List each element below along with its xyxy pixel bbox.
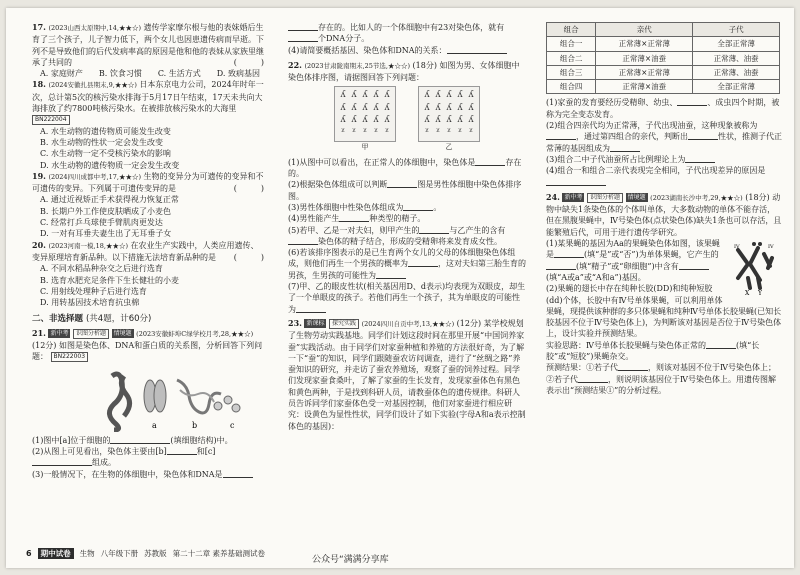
- tag-context: 情境题: [113, 329, 132, 337]
- table-header: 亲代: [596, 23, 693, 37]
- q21-part2-mid: 和[c]: [196, 446, 216, 456]
- question-24: [546, 192, 782, 238]
- table-cell: 正常薄、油蚕: [693, 51, 780, 65]
- question-source: (2023河南一模,18,★★☆): [48, 241, 128, 250]
- table-cell: 全部正常薄: [693, 37, 780, 51]
- table-cell: 组合三: [547, 65, 596, 79]
- middle-column: [288, 22, 526, 432]
- question-text: 如图是染色体、DNA和蛋白质的关系图，分析回答下列问题：: [32, 341, 263, 362]
- q24-part4-tail: ，则该对基因不位于Ⅳ号染色体上；: [648, 363, 776, 373]
- label-iv: IV: [768, 244, 774, 251]
- q22-part5-text: (5)若甲、乙是一对夫妇，则甲产生的: [288, 225, 420, 235]
- option-a: A. 水生动物的遗传物质可能发生改变: [40, 126, 171, 136]
- answer-blank[interactable]: [706, 340, 736, 349]
- q24-part5-text: ②若子代: [546, 374, 578, 384]
- answer-blank[interactable]: [288, 236, 318, 245]
- q23-part2-text: (2)组合四亲代均为正常薄，子代出现油蚕，这种现象被称为: [546, 121, 758, 131]
- option-d: D. 水生动物的遗传物质一定会发生改变: [40, 160, 180, 170]
- table-cell: 正常薄×正常薄: [596, 37, 693, 51]
- section-heading: [32, 314, 264, 325]
- tag-new-exam: 新中考: [50, 329, 69, 337]
- option-b: B. 长期户外工作使皮肤晒成了小麦色: [40, 206, 171, 216]
- continuation-text: 存在的。比如人的一个体细胞中有23对染色体，就有: [318, 23, 505, 32]
- q21-part3-cont: [288, 22, 526, 45]
- q22-part4-tail: 种类型的精子。: [369, 214, 426, 224]
- footer-subject: 生物: [79, 549, 95, 558]
- question-number: 23.: [288, 317, 302, 328]
- q22-part7-text: (7)甲、乙的眼皮性状(相关基因用D、d表示)均表现为双眼皮，却生了一个单眼皮的孩子。若他们再生一个孩子，其为单眼皮的可能性为: [288, 282, 526, 314]
- question-source: (2023安徽蚌埠C绿学校月考,28,★★☆): [136, 329, 254, 338]
- answer-blank[interactable]: [578, 374, 608, 383]
- page-footer: [26, 548, 265, 559]
- q24-part5: [546, 374, 782, 397]
- continuation-tail: 个DNA分子。: [318, 34, 370, 44]
- question-text: 日本东京电力公司，2024年时年一次，总计第5次的核污染水排海于5月17日午结束，17天未共向大海排放了约7800吨核污染水。在被排放核污染水的大海里: [32, 80, 264, 114]
- q21-part4-text: (4)请简要概括基因、染色体和DNA的关系：: [288, 45, 447, 55]
- table-cell: 正常薄×油蚕: [596, 51, 693, 65]
- question-text: 如图为男、女体细胞中染色体排序图，请据图回答下列问题：: [288, 60, 520, 83]
- question-number: 24.: [546, 191, 560, 202]
- question-number: 18.: [32, 79, 46, 90]
- answer-blank[interactable]: [546, 131, 576, 140]
- section-title: 二、非选择题: [32, 314, 84, 325]
- q24-part4: [546, 362, 782, 373]
- karyotype-label-b: 乙: [445, 143, 453, 152]
- tag-type: 识图分析题: [73, 329, 109, 339]
- q24-part1-mid2: (填“精子”或“卵细胞”)中含有: [576, 261, 679, 271]
- tag-new-exam: 新中考: [564, 193, 583, 201]
- table-row: [547, 51, 780, 65]
- karyotype-b: ʎ ʎ ʎ ʎ ʎ ʎ ʎ ʎ ʎ ʎ ʎ ʎ ʎ ʎ ʎ ᵡ ᵡ ᵡ ᵡ ᵡ: [418, 86, 480, 142]
- fruit-fly-chromosome-figure: [728, 238, 782, 296]
- tag-type: 探究实践: [329, 319, 359, 329]
- q22-part5-mid: 与乙产生的含有: [449, 225, 506, 235]
- q21-part1-text: (1)图中[a]位于细胞的: [32, 435, 111, 445]
- table-row: [547, 80, 780, 94]
- answer-blank[interactable]: [408, 258, 438, 267]
- option-a: A. 通过近视矫正手术获得视力恢复正常: [40, 195, 179, 205]
- question-text: 某学校规划了生物劳动实践基地。同学们计划这段时间在那里开展“中国饲养家蚕”实践活动。由于同学们对家蚕种植和养殖的方法很好奇，为了解一下“蚕”的知识，同学们跟随蚕农访问调查，进行了“丝绸之路”养蚕知识的研究，并走访了蚕农养殖场，观察了蚕的饲养过程。同学们发现家蚕食桑叶，了解了家蚕的生长发育，发现家蚕体色有黑色和黄色两种，于是找到科研人员，请教蚕体色的遗传规律。科研人员告诉同学们家蚕体色受一对基因控制，他们对家蚕进行相应研究：设黄色为显性性状，同学们设计了如下实验(字母A和a表示控制体色的基因)：: [288, 318, 526, 431]
- q22-part6-text: (6)若该排序图表示的是已生育两个女儿的父母的体细胞染色体组成，则他们再生一个男孩的概率为: [288, 248, 516, 269]
- q24-part1-tail: (填“A或a”或“A和a”)基因。: [546, 272, 646, 282]
- q24-part5-tail: ，则说明该基因位于Ⅳ号染色体上。用遗传图解表示出“预测结果①”的分析过程。: [546, 374, 776, 395]
- answer-blank[interactable]: [679, 261, 709, 270]
- label-x: X: [745, 290, 750, 297]
- answer-blank[interactable]: [546, 261, 576, 270]
- table-header: 子代: [693, 23, 780, 37]
- q22-part2-tail: 图是男性体细胞中染色体排序图。: [288, 180, 522, 201]
- table-cell: 正常薄、油蚕: [693, 65, 780, 79]
- q21-part3: [32, 469, 264, 480]
- q22-part3-text: (3)男性体细胞中性染色体组成为: [288, 202, 404, 212]
- q21-part4: [288, 45, 526, 56]
- q22-part2-text: (2)根据染色体组成可以判断: [288, 180, 388, 190]
- answer-blank[interactable]: [685, 154, 715, 163]
- tag-type: 识图分析题: [587, 193, 623, 203]
- watermark-text: 公众号“满满分享库: [312, 555, 389, 565]
- option-c: C. 用射线处理种子后进行选育: [40, 286, 147, 296]
- q22-part4-text: (4)男性能产生: [288, 214, 340, 224]
- question-source: (2023山西太原期中,14,★★☆): [48, 24, 141, 32]
- footer-brand: 期中试卷: [38, 548, 74, 559]
- q22-part3-tail: 。: [433, 202, 442, 212]
- answer-blank[interactable]: [419, 225, 449, 234]
- q23-part1: [546, 97, 782, 120]
- tag-new-standard: 新课标: [306, 319, 325, 327]
- q24-part1-block: [546, 238, 782, 297]
- dot-chromosome-a: [752, 242, 756, 246]
- q24-part4-text: 预测结果：①若子代: [546, 363, 618, 373]
- footer-chapter: 第二十二章 素养基础测试卷: [172, 549, 265, 558]
- question-19: [32, 171, 264, 195]
- table-header: 组合: [547, 23, 596, 37]
- question-number: 17.: [32, 22, 46, 32]
- dot-chromosome-b: [758, 242, 762, 246]
- question-21: [32, 328, 264, 363]
- right-column: [546, 22, 782, 396]
- answer-blank[interactable]: [447, 45, 507, 54]
- question-18: [32, 79, 264, 125]
- karyotype-label-a: 甲: [361, 143, 369, 152]
- q21-part2-tail: 组成。: [92, 458, 116, 468]
- label-y: Y: [758, 290, 762, 297]
- label-b: b: [192, 420, 198, 430]
- question-22: [288, 60, 526, 84]
- q24-part2: (2)果蝇的翅长中存在纯种长胶(DD)和纯种短胶(dd)个体，长胶中有Ⅳ号单体果蝇，可以利用单体果蝇，现提供该种群的多只体果蝇和纯种Ⅳ号单体长胶果蝇(已知长胶基因不位于Ⅳ号染色体上)，为判断该对基因是否位于Ⅳ号染色体上，设计实验并预测结果。: [546, 284, 782, 339]
- q24-part1-mid: (填“是”或“否”)为单体果蝇，它产生的: [584, 250, 719, 260]
- table-row: [547, 37, 780, 51]
- q21-part2-text: (2)从图上可见看出，染色体主要由[b]: [32, 446, 167, 456]
- answer-blank[interactable]: [32, 457, 92, 466]
- q24-part3-text: 实验思路：Ⅳ号单体长胶果蝇与染色体正常的: [546, 340, 706, 350]
- question-20: [32, 240, 264, 264]
- answer-blank[interactable]: [677, 97, 707, 106]
- option-b: B. 水生动物的性状一定会发生改变: [40, 137, 163, 147]
- q22-part4: [288, 213, 526, 224]
- answer-blank[interactable]: [403, 202, 433, 211]
- q24-part3-tail: (填“长胶”或“短胶”)果蝇杂交。: [546, 340, 760, 362]
- q22-part5: [288, 225, 526, 248]
- cross-table: [546, 22, 780, 94]
- question-source: (2024安徽扎县期末,9,★★☆): [48, 81, 137, 90]
- q22-part1-tail: 存在的。: [288, 157, 522, 179]
- answer-blank[interactable]: [339, 213, 369, 222]
- q23-part1-text: (1)家蚕的发育要经历受精卵、幼虫、: [546, 98, 678, 108]
- question-score: (12分): [456, 318, 482, 328]
- question-source: (2024四川成都中考,17,★★☆): [48, 172, 141, 181]
- karyotype-figure: [288, 86, 526, 153]
- q22-part6: [288, 247, 526, 281]
- question-text: 在农业生产实践中，人类应用遗传、变异原理培育新品种。以下措施无法培育新品种的是: [32, 240, 259, 262]
- q21-part3-text: (3)一般情况下，在生物的体细胞中，染色体和DNA是: [32, 469, 223, 479]
- question-code-tag: BN222003: [51, 352, 89, 362]
- q22-part7: [288, 281, 526, 315]
- q23-part3-text: (3)组合二中子代油蚕所占比例理论上为: [546, 154, 686, 164]
- table-cell: 组合四: [547, 80, 596, 94]
- q21-part1-tail: (填细胞结构)中。: [170, 435, 233, 445]
- option-d: D. 用转基因技术培育抗虫棉: [40, 298, 140, 308]
- question-source: (2024四川自贡中考,13,★★☆): [361, 319, 455, 328]
- question-score: (18分): [412, 60, 437, 70]
- option-c: C. 水生动物一定不受核污染水的影响: [40, 149, 171, 159]
- table-cell: 全部正常薄: [693, 80, 780, 94]
- q23-part4-text: (4)组合一和组合二亲代表现完全相同，子代出现差异的原因是: [546, 166, 766, 176]
- question-code-tag: BN222004: [32, 115, 70, 125]
- q22-part1: [288, 157, 526, 180]
- question-text: 遗传学家摩尔根与他的表妹婚后生育了三个孩子，儿子智力低下，两个女儿也因患遗传病而早逝。下列不是导致他们的后代发病率高的原因是他和他的表妹从家族里继承了共同的: [32, 23, 264, 67]
- question-23: [288, 318, 526, 432]
- answer-paren: ( ): [233, 57, 264, 67]
- answer-blank[interactable]: [110, 435, 170, 444]
- answer-paren: ( ): [233, 184, 264, 194]
- answer-blank[interactable]: [167, 446, 197, 455]
- footer-edition: 苏教版: [144, 549, 167, 558]
- question-17: [32, 22, 264, 68]
- q22-part1-text: (1)从图中可以看出，在正常人的体细胞中，染色体是: [288, 157, 476, 167]
- answer-blank[interactable]: [288, 33, 318, 42]
- answer-blank[interactable]: [610, 143, 640, 152]
- q22-part6-tail: ，这对夫妇第三胎生育的男孩，生男孩的可能性为: [288, 259, 526, 280]
- exam-page: [6, 8, 794, 568]
- page-number: 6: [26, 549, 32, 558]
- option-d: D. 一对有耳垂夫妻生出了无耳垂子女: [40, 229, 172, 239]
- option-c: C. 经常打乒乓球使手臂肌肉更发达: [40, 218, 163, 228]
- question-source: (2023甘肃陇南期末,25节选,★☆☆): [304, 61, 410, 70]
- question-number: 19.: [32, 170, 46, 181]
- table-cell: 正常薄×正常薄: [596, 65, 693, 79]
- answer-blank[interactable]: [387, 179, 417, 188]
- table-cell: 组合一: [547, 37, 596, 51]
- label-iv2: IV: [734, 244, 740, 251]
- q21-part1: [32, 435, 264, 446]
- table-cell: 正常薄×油蚕: [596, 80, 693, 94]
- answer-blank[interactable]: [376, 270, 406, 279]
- q22-part5-tail: 染色体的精子结合，形成的受精卵将来发育成女性。: [318, 236, 502, 246]
- q23-part3: [546, 154, 782, 165]
- answer-blank[interactable]: [288, 22, 318, 31]
- answer-blank[interactable]: [223, 469, 253, 478]
- question-score: (12分): [32, 341, 57, 351]
- q23-part2: [546, 120, 782, 154]
- label-a: a: [152, 420, 157, 430]
- q23-part4: [546, 165, 782, 188]
- q22-part2: [288, 179, 526, 202]
- table-cell: 组合二: [547, 51, 596, 65]
- option-b: B. 选育水肥充足条件下生长健壮的小麦: [40, 275, 179, 285]
- question-source: (2023湖南长沙中考,29,★★☆): [650, 193, 743, 202]
- q24-part1-text: (1)某果蝇的基因为Aa的果蝇染色体如图，该果蝇是: [546, 239, 720, 260]
- answer-blank[interactable]: [475, 157, 505, 166]
- question-text: 生物的变异分为可遗传的变异和不可遗传的变异。下列属于可遗传变异的是: [32, 171, 264, 194]
- answer-blank[interactable]: [618, 362, 648, 371]
- left-column: [32, 22, 264, 480]
- question-number: 22.: [288, 59, 302, 70]
- footer-grade: 八年级下册: [100, 549, 139, 558]
- answer-blank[interactable]: [546, 177, 606, 186]
- table-header-row: [547, 23, 780, 37]
- q23-part2-mid: ，通过第四组合的亲代，判断出: [576, 132, 688, 142]
- q24-part3: [546, 340, 782, 363]
- chromosome-dna-diagram: [32, 366, 264, 432]
- answer-blank[interactable]: [296, 304, 326, 313]
- answer-blank[interactable]: [554, 249, 584, 258]
- option-line: A. 家庭财产 B. 饮食习惯 C. 生活方式 D. 致病基因: [40, 69, 260, 79]
- section-note: (共4题，计60分): [85, 314, 152, 325]
- q23-part1-tail: 、成虫四个时期，被称为完全变态发育。: [546, 98, 780, 119]
- karyotype-a: ʎ ʎ ʎ ʎ ʎ ʎ ʎ ʎ ʎ ʎ ʎ ʎ ʎ ʎ ʎ ᵡ ᵡ ᵡ ᵡ ᵡ: [334, 86, 396, 142]
- answer-blank[interactable]: [688, 131, 718, 140]
- question-score: (18分): [745, 192, 770, 202]
- table-row: [547, 65, 780, 79]
- tag-context: 情境题: [627, 193, 646, 201]
- q21-part2: [32, 446, 264, 469]
- option-a: A. 不同水稻品种杂交之后进行选育: [40, 264, 163, 274]
- label-c: c: [230, 420, 235, 430]
- q23-part2-tail: 性状，推测子代正常薄的基因组成为: [546, 132, 782, 153]
- answer-paren: ( ): [233, 252, 264, 262]
- question-number: 21.: [32, 327, 46, 338]
- question-number: 20.: [32, 239, 46, 250]
- question-text: 动物中缺失1条染色体的个体叫单体，大多数动物的单体不能存活，但在黑腹果蝇中，Ⅳ号染色体(点状染色体)缺失1条也可以存活，且能繁殖后代，可用于进行遗传学研究。: [546, 192, 782, 237]
- q22-part3: [288, 202, 526, 213]
- chromosome-dna-figure: [32, 366, 264, 432]
